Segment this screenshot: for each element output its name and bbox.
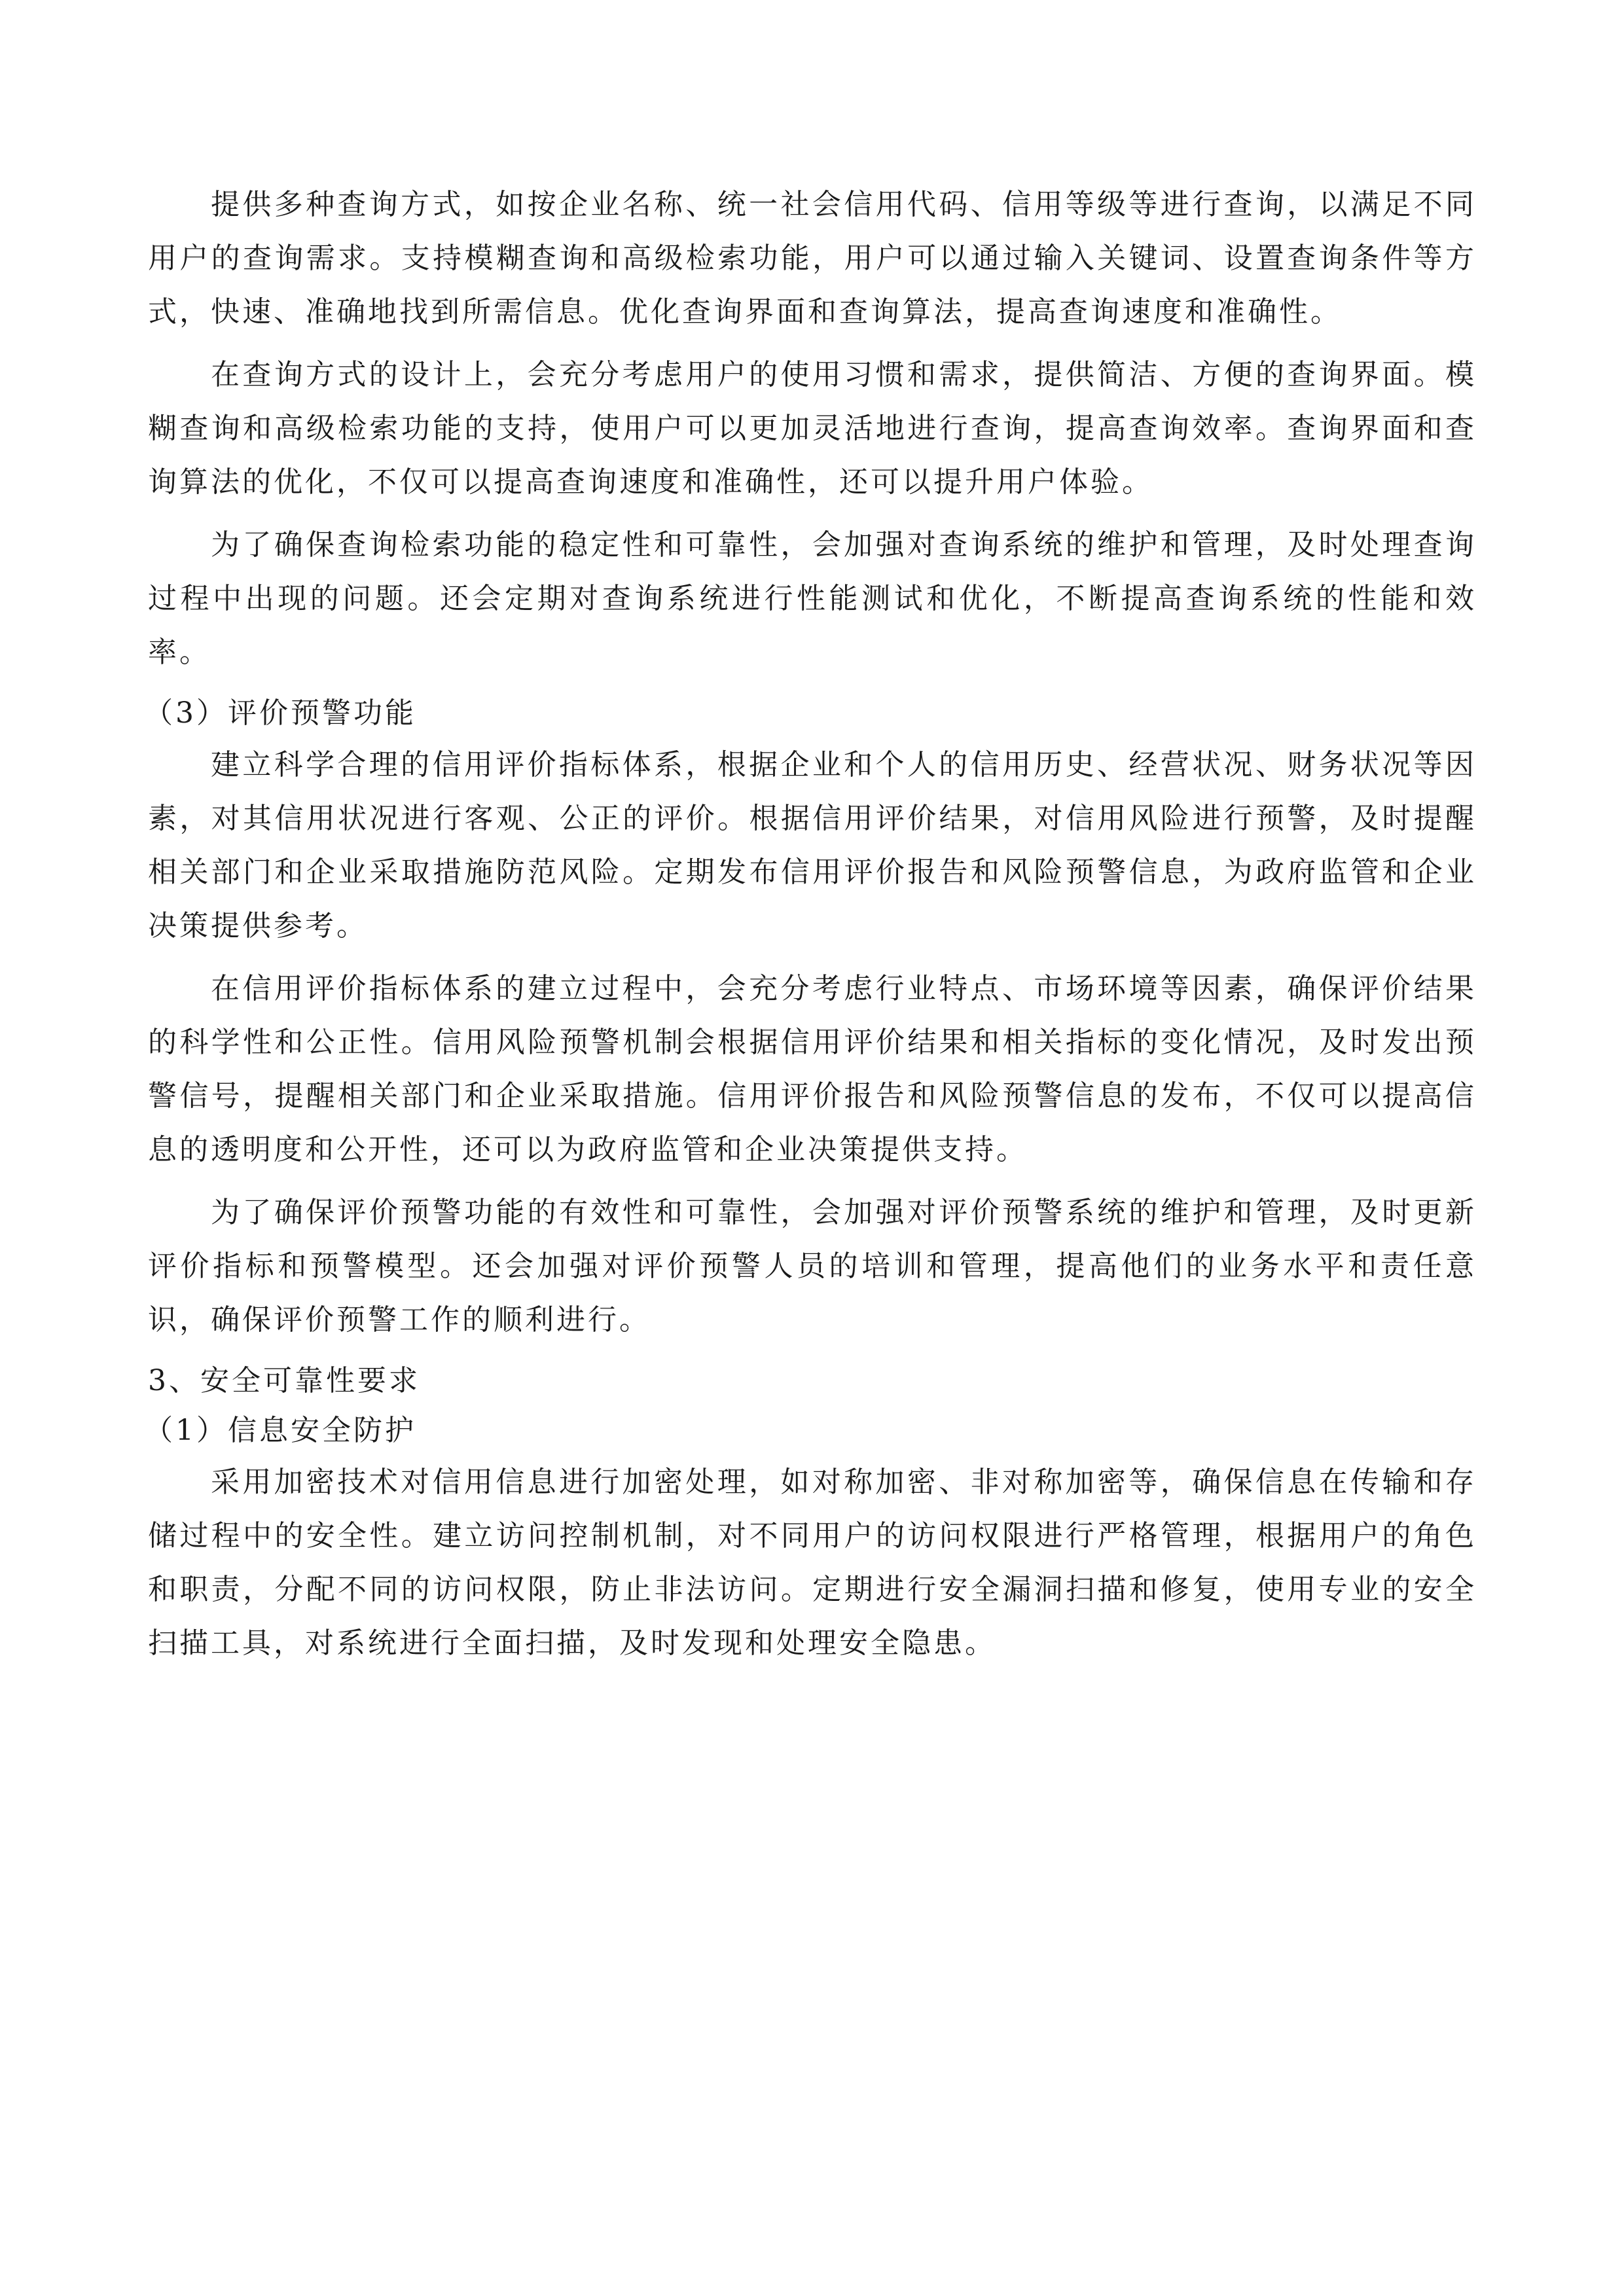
paragraph-evaluation-reliability: 为了确保评价预警功能的有效性和可靠性，会加强对评价预警系统的维护和管理，及时更新评价指标和预警模型。还会加强对评价预警人员的培训和管理，提高他们的业务水平和责任意识，确保评价预警工作的顺利进行。 <box>148 1196 1477 1336</box>
section-heading-evaluation-warning: （3）评价预警功能 <box>144 696 416 730</box>
paragraph-evaluation-system: 建立科学合理的信用评价指标体系，根据企业和个人的信用历史、经营状况、财务状况等因素，对其信用状况进行客观、公正的评价。根据信用评价结果，对信用风险进行预警，及时提醒相关部门和企业采取措施防范风险。定期发布信用评价报告和风险预警信息，为政府监管和企业决策提供参考。 <box>148 748 1477 942</box>
paragraph-query-stability: 为了确保查询检索功能的稳定性和可靠性，会加强对查询系统的维护和管理，及时处理查询过程中出现的问题。还会定期对查询系统进行性能测试和优化，不断提高查询系统的性能和效率。 <box>148 528 1477 669</box>
paragraph-information-security: 采用加密技术对信用信息进行加密处理，如对称加密、非对称加密等，确保信息在传输和存储过程中的安全性。建立访问控制机制，对不同用户的访问权限进行严格管理，根据用户的角色和职责，分配不同的访问权限，防止非法访问。定期进行安全漏洞扫描和修复，使用专业的安全扫描工具，对系统进行全面扫描，及时发现和处理安全隐患。 <box>148 1465 1477 1660</box>
paragraph-evaluation-process: 在信用评价指标体系的建立过程中，会充分考虑行业特点、市场环境等因素，确保评价结果的科学性和公正性。信用风险预警机制会根据信用评价结果和相关指标的变化情况，及时发出预警信号，提醒相关部门和企业采取措施。信用评价报告和风险预警信息的发布，不仅可以提高信息的透明度和公开性，还可以为政府监管和企业决策提供支持。 <box>148 972 1477 1166</box>
paragraph-query-methods: 提供多种查询方式，如按企业名称、统一社会信用代码、信用等级等进行查询，以满足不同用户的查询需求。支持模糊查询和高级检索功能，用户可以通过输入关键词、设置查询条件等方式，快速、准确地找到所需信息。优化查询界面和查询算法，提高查询速度和准确性。 <box>148 188 1477 329</box>
document-body <box>144 178 1477 1679</box>
section-heading-information-security: （1）信息安全防护 <box>144 1414 416 1447</box>
section-heading-security-requirements: 3、安全可靠性要求 <box>148 1364 420 1397</box>
paragraph-query-design: 在查询方式的设计上，会充分考虑用户的使用习惯和需求，提供简洁、方便的查询界面。模糊查询和高级检索功能的支持，使用户可以更加灵活地进行查询，提高查询效率。查询界面和查询算法的优化，不仅可以提高查询速度和准确性，还可以提升用户体验。 <box>148 358 1477 499</box>
